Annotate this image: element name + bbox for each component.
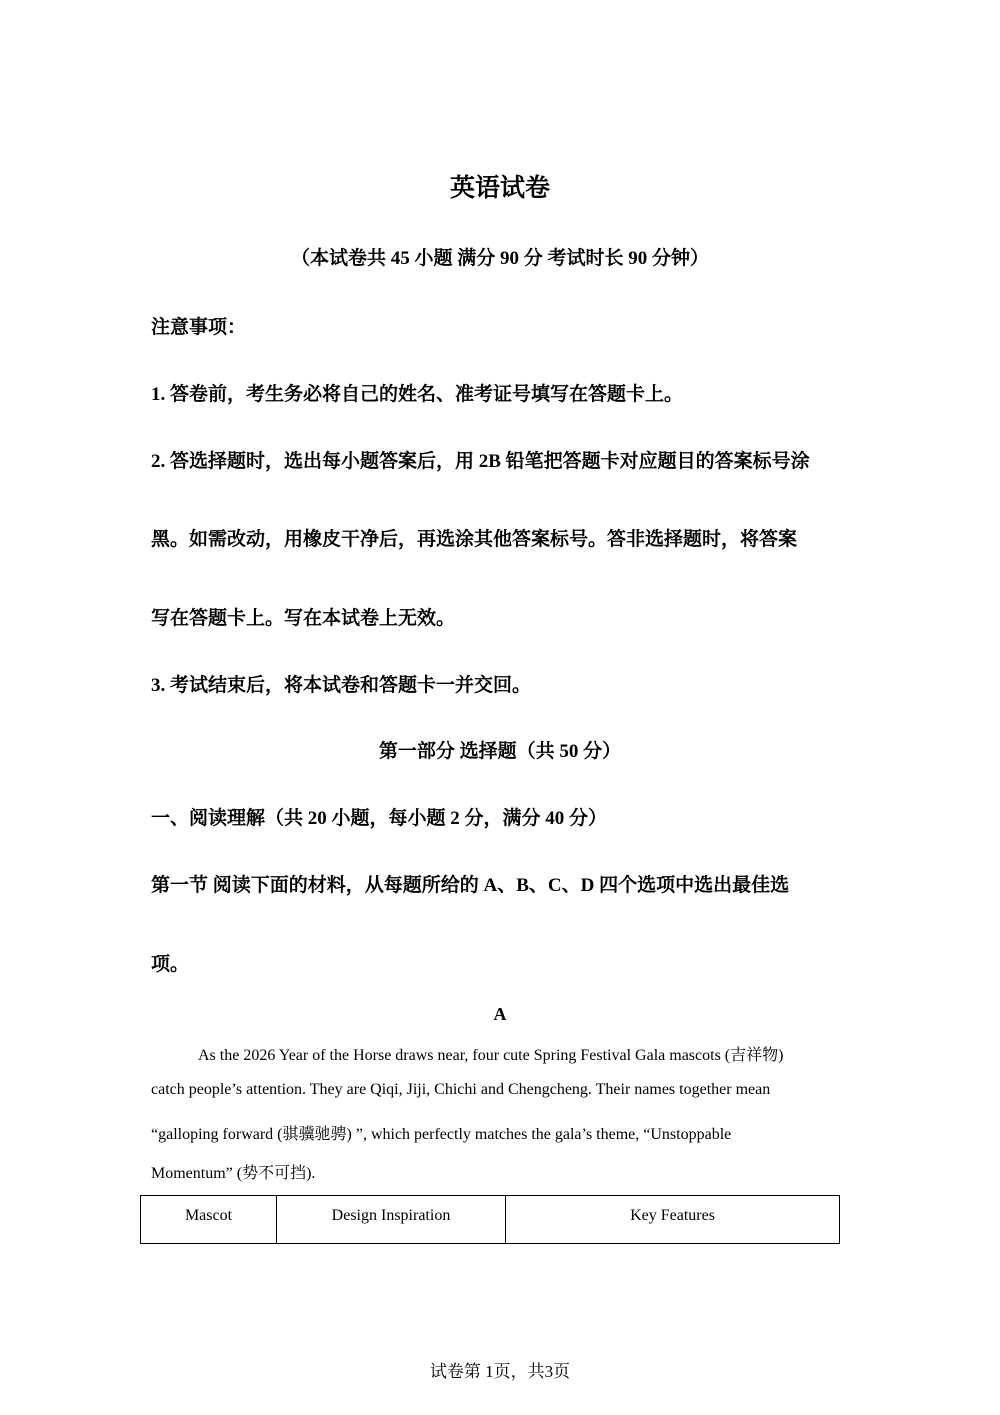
table-header-design-inspiration: Design Inspiration <box>277 1196 506 1244</box>
section1-instruction-line-1: 第一节 阅读下面的材料，从每题所给的 A、B、C、D 四个选项中选出最佳选 <box>151 875 790 896</box>
note-item-2-line-3: 写在答题卡上。写在本试卷上无效。 <box>151 608 456 629</box>
note-item-1: 1. 答卷前，考生务必将自己的姓名、准考证号填写在答题卡上。 <box>151 384 684 405</box>
passage-a-label: A <box>493 1004 507 1024</box>
note-item-2-line-1: 2. 答选择题时，选出每小题答案后，用 2B 铅笔把答题卡对应题目的答案标号涂 <box>151 451 810 472</box>
table-header-row <box>141 1196 840 1244</box>
page-footer: 试卷第 1页，共3页 <box>429 1362 571 1381</box>
note-item-2-line-2: 黑。如需改动，用橡皮干净后，再选涂其他答案标号。答非选择题时，将答案 <box>151 529 798 550</box>
exam-subtitle: （本试卷共 45 小题 满分 90 分 考试时长 90 分钟） <box>290 248 709 269</box>
passage-a-line-1: As the 2026 Year of the Horse draws near, four cute Spring Festival Gala mascots (吉祥物) <box>198 1047 784 1064</box>
note-item-3: 3. 考试结束后，将本试卷和答题卡一并交回。 <box>151 675 532 696</box>
part1-title: 第一部分 选择题（共 50 分） <box>378 741 622 762</box>
passage-a-line-2: catch people’s attention. They are Qiqi, Jiji, Chichi and Chengcheng. Their names together mean <box>151 1081 771 1098</box>
passage-a-line-3: “galloping forward (骐骥驰骋) ”, which perfectly matches the gala’s theme, “Unstoppable <box>151 1126 732 1143</box>
section1-heading: 一、阅读理解（共 20 小题，每小题 2 分，满分 40 分） <box>151 808 608 829</box>
passage-a-line-4: Momentum” (势不可挡). <box>151 1165 316 1182</box>
section1-instruction-line-2: 项。 <box>151 954 190 975</box>
table-header-mascot: Mascot <box>141 1196 277 1244</box>
mascot-table <box>140 1195 840 1244</box>
exam-title: 英语试卷 <box>449 175 550 202</box>
table-header-key-features: Key Features <box>506 1196 840 1244</box>
notes-heading: 注意事项： <box>151 317 247 338</box>
